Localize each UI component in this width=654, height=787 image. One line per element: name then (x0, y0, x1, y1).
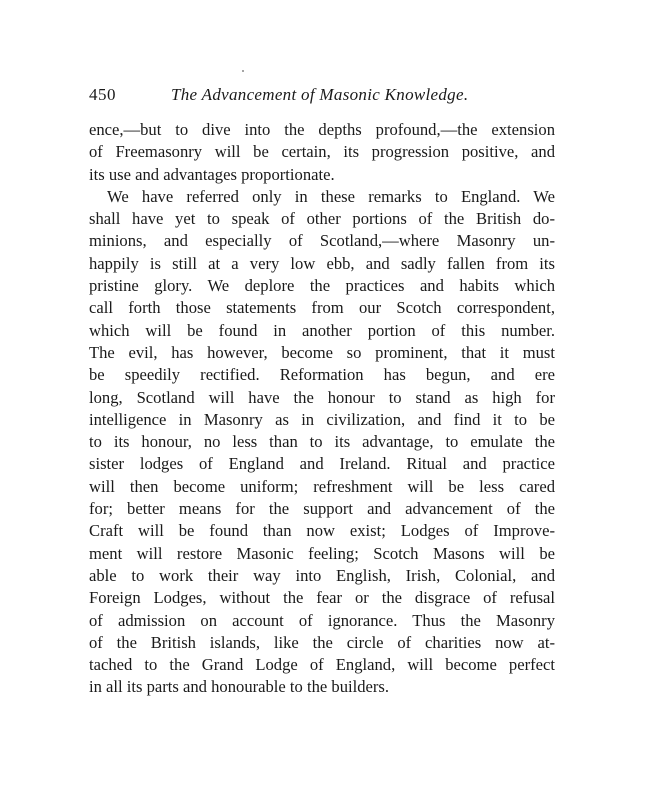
text-line: Craft will be found than now exist; Lodges of Improve- (89, 521, 555, 541)
paragraph-first-line: We have referred only in these remarks to England. We (107, 186, 555, 206)
book-page (89, 82, 555, 699)
text-line: call forth those statements from our Scotch correspondent, (89, 298, 555, 318)
text-line: ence,—but to dive into the depths profound,—the extension (89, 120, 555, 139)
text-line: shall have yet to speak of other portions of the British do- (89, 209, 555, 229)
text-line: ment will restore Masonic feeling; Scotch Masons will be (89, 543, 555, 563)
text-line: to its honour, no less than to its advantage, to emulate the (89, 432, 555, 452)
running-head (89, 82, 555, 108)
text-line: happily is still at a very low ebb, and sadly fallen from its (89, 253, 555, 273)
text-line: long, Scotland will have the honour to stand as high for (89, 387, 555, 407)
text-line: will then become uniform; refreshment will be less cared (89, 476, 555, 496)
text-line: of the British islands, like the circle of charities now at- (89, 632, 555, 652)
text-line: of Freemasonry will be certain, its progression positive, and (89, 142, 555, 162)
text-line: minions, and especially of Scotland,—where Masonry un- (89, 231, 555, 251)
running-title: The Advancement of Masonic Knowledge. (171, 85, 469, 104)
text-line: be speedily rectified. Reformation has begun, and ere (89, 365, 555, 385)
text-line: intelligence in Masonry as in civilization, and find it to be (89, 409, 555, 429)
text-line: its use and advantages proportionate. (89, 164, 335, 184)
text-line: for; better means for the support and advancement of the (89, 499, 555, 519)
text-line: Foreign Lodges, without the fear or the disgrace of refusal (89, 588, 555, 608)
text-line: The evil, has however, become so prominent, that it must (89, 342, 555, 362)
text-line: sister lodges of England and Ireland. Ritual and practice (89, 454, 555, 474)
text-line: of admission on account of ignorance. Thus the Masonry (89, 610, 555, 630)
paper-speck (242, 70, 244, 72)
body-text (89, 119, 555, 699)
text-line: in all its parts and honourable to the builders. (89, 677, 390, 697)
text-line: which will be found in another portion of this number. (89, 320, 555, 340)
text-line: pristine glory. We deplore the practices and habits which (89, 276, 555, 296)
text-line: tached to the Grand Lodge of England, will become perfect (89, 655, 555, 675)
text-line: able to work their way into English, Irish, Colonial, and (89, 565, 555, 585)
page-number: 450 (89, 85, 116, 104)
